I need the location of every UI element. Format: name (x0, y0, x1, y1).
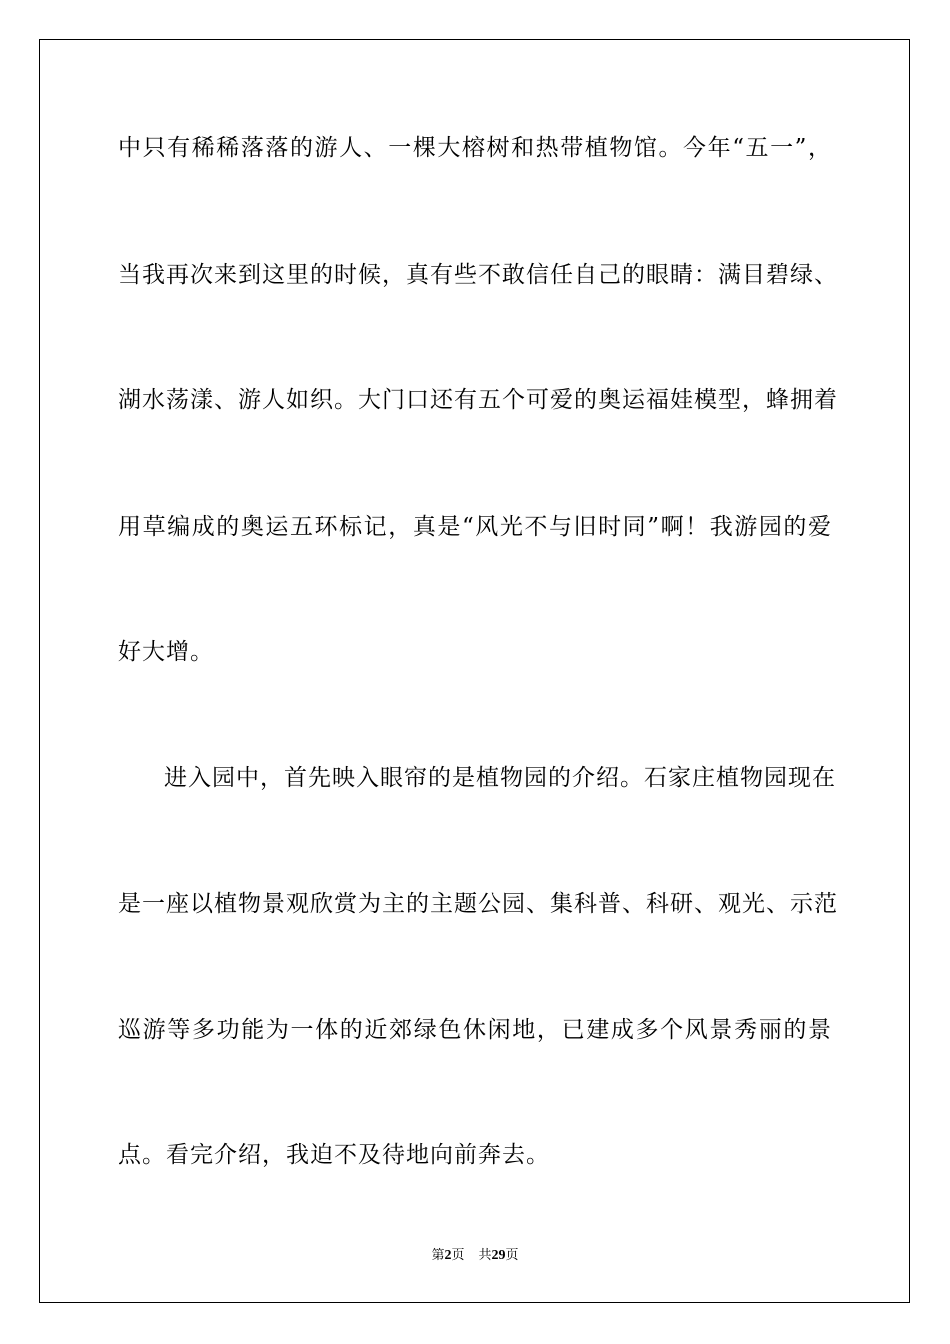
paragraph-2-line-2: 是一座以植物景观欣赏为主的主题公园、集科普、科研、观光、示范 (118, 891, 838, 917)
page-suffix: 页 (451, 1248, 465, 1263)
page-prefix: 第 (431, 1248, 445, 1263)
paragraph-line-2: 当我再次来到这里的时候，真有些不敢信任自己的眼睛：满目碧绿、 (118, 262, 838, 288)
paragraph-line-3: 湖水荡漾、游人如织。大门口还有五个可爱的奥运福娃模型，蜂拥着 (118, 387, 838, 413)
paragraph-2-line-3: 巡游等多功能为一体的近郊绿色休闲地，已建成多个风景秀丽的景 (118, 1017, 832, 1043)
total-prefix: 共 (478, 1248, 492, 1263)
total-suffix: 页 (505, 1248, 519, 1263)
paragraph-2-line-1: 进入园中，首先映入眼帘的是植物园的介绍。石家庄植物园现在 (164, 765, 836, 791)
paragraph-line-5: 好大增。 (118, 639, 214, 665)
page-border (39, 39, 910, 1303)
page-footer (0, 1247, 950, 1265)
paragraph-line-4: 用草编成的奥运五环标记，真是“风光不与旧时同”啊！我游园的爱 (118, 514, 832, 540)
total-pages: 29 (491, 1248, 506, 1263)
page-number: 2 (444, 1248, 452, 1263)
paragraph-line-1: 中只有稀稀落落的游人、一棵大榕树和热带植物馆。今年“五一”， (118, 135, 832, 161)
paragraph-2-line-4: 点。看完介绍，我迫不及待地向前奔去。 (118, 1142, 550, 1168)
